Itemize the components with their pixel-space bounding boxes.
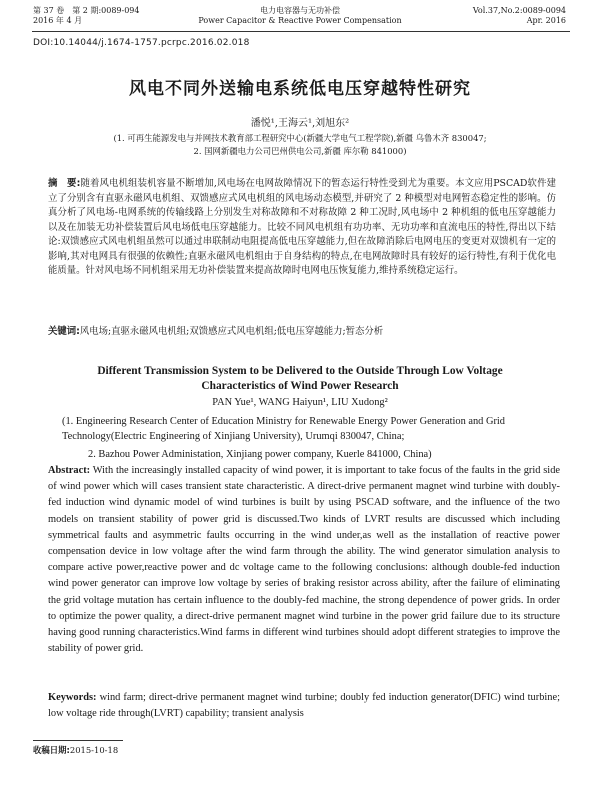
abstract-cn [48, 177, 556, 279]
volume-issue-en: Vol.37,No.2:0089-0094 [472, 6, 566, 15]
doi: DOI:10.14044/j.1674-1757.pcrpc.2016.02.018 [33, 38, 250, 48]
affiliation-en-2: 2. Bazhou Power Administation, Xinjiang power company, Kuerle 841000, China) [88, 449, 432, 460]
journal-name-en: Power Capacitor & Reactive Power Compensation [198, 16, 402, 25]
affiliation-cn-1: (1. 可再生能源发电与并网技术教育部工程研究中心(新疆大学电气工程学院),新疆 乌鲁木齐 830047; [113, 133, 487, 143]
paper-title-en-line2: Characteristics of Wind Power Research [201, 380, 399, 392]
abstract-en-text: With the increasingly installed capacity of wind power, it is important to take focus of the faults in the grid side of wind power which will cases transient state characteristic. A direct-drive permanent magnet wind turbine with doubly-fed induction wind dynamic model of wind turbines is built by using PSCAD software, and the influence of the two models on transient stability of power grid is discussed.Two kinds of LVRT results are discussed which including symmetrical faults and asymmetric faults occurring in the wind under,as well as the installation of reactive power compensation device in low voltage after the wind farm through the ability. The wind generator simulation analysis to compare active power,reactive power and dc voltage came to the following conclusions: although double-fed induction wind power generator can improve low voltage by series of braking resistor across ability, after the failure of eliminating the grid voltage mutation has certain influence to the doubly-fed machine, the strong dependence of power grids. In order to optimize the power quality, a direct-drive permanent magnet wind turbine in the power grid failure due to its structure having good running characteristics.Wind farms in different wind turbines should adopt different strategies to improve the stability of power grid. [48, 465, 561, 655]
authors-en: PAN Yue¹, WANG Haiyun¹, LIU Xudong² [212, 397, 388, 408]
keywords-en-text: wind farm; direct-drive permanent magnet wind turbine; doubly fed induction generator(DFIC) wind turbine; low voltage ride through(LVRT) capability; transient analysis [48, 692, 560, 719]
keywords-cn-text: 风电场;直驱永磁风电机组;双馈感应式风电机组;低电压穿越能力;暂态分析 [79, 326, 384, 337]
keywords-cn-label: 关键词: [48, 326, 80, 337]
paper-title-cn: 风电不同外送输电系统低电压穿越特性研究 [129, 79, 471, 99]
abstract-cn-text: 随着风电机组装机容量不断增加,风电场在电网故障情况下的暂态运行特性受到尤为重要。本文应用PSCAD软件建立了分别含有直驱永磁风电机组、双馈感应式风电机组的风电场动态模型,并研究了 2 种模型对电网暂态稳定性的影响。仿真分析了风电场-电网系统的传输线路上分别发生对称故障和不对称故障 2 种工况时,风电场中 2 种机组的低电压穿越能力以及在加装无功补偿装置后风电场低电压穿越能力。比较不同风电机组有功功率、无功功率和直流电压的特性,得出以下结论:双馈感应式风电机组虽然可以通过串联制动电阻提高低电压穿越能力,但在故障消除后电网电压的变更对双馈机有一定的影响,其对电网具有很强的依赖性;直驱永磁风电机组由于自身结构的特点,在电网故障时具有较好的运行特性,有利于优化电能质量。针对风电场不同机组采用无功补偿装置来提高故障时电网电压恢复能力,维持系统稳定运行。 [48, 178, 556, 276]
keywords-en-label: Keywords: [48, 692, 97, 703]
header-divider [32, 31, 570, 32]
abstract-cn-label: 摘 要: [48, 178, 81, 189]
abstract-en [48, 463, 560, 657]
paper-title-en [0, 364, 600, 394]
affiliation-en-1: (1. Engineering Research Center of Education Ministry for Renewable Energy Power Generation and Grid Technology(Electric Engineering of Xinjiang University), Urumqi 830047, China; [62, 416, 506, 442]
footnote-divider [33, 740, 123, 741]
volume-issue: 第 37 卷 第 2 期:0089-094 [33, 6, 140, 15]
received-date [33, 744, 118, 756]
paper-title-en-line1: Different Transmission System to be Delivered to the Outside Through Low Voltage [97, 365, 503, 377]
issue-date-en: Apr. 2016 [526, 16, 566, 25]
keywords-cn [48, 325, 556, 339]
keywords-en [48, 690, 560, 722]
received-date-label: 收稿日期: [33, 745, 70, 755]
authors-cn: 潘悦¹,王海云¹,刘旭东² [250, 118, 350, 129]
journal-name-cn: 电力电容器与无功补偿 [260, 6, 340, 15]
affiliation-cn-2: 2. 国网新疆电力公司巴州供电公司,新疆 库尔勒 841000) [193, 146, 407, 156]
journal-volume-info-en [473, 6, 566, 26]
issue-date-cn: 2016 年 4 月 [33, 16, 83, 25]
received-date-value: 2015-10-18 [69, 745, 119, 755]
abstract-en-label: Abstract: [48, 465, 91, 476]
